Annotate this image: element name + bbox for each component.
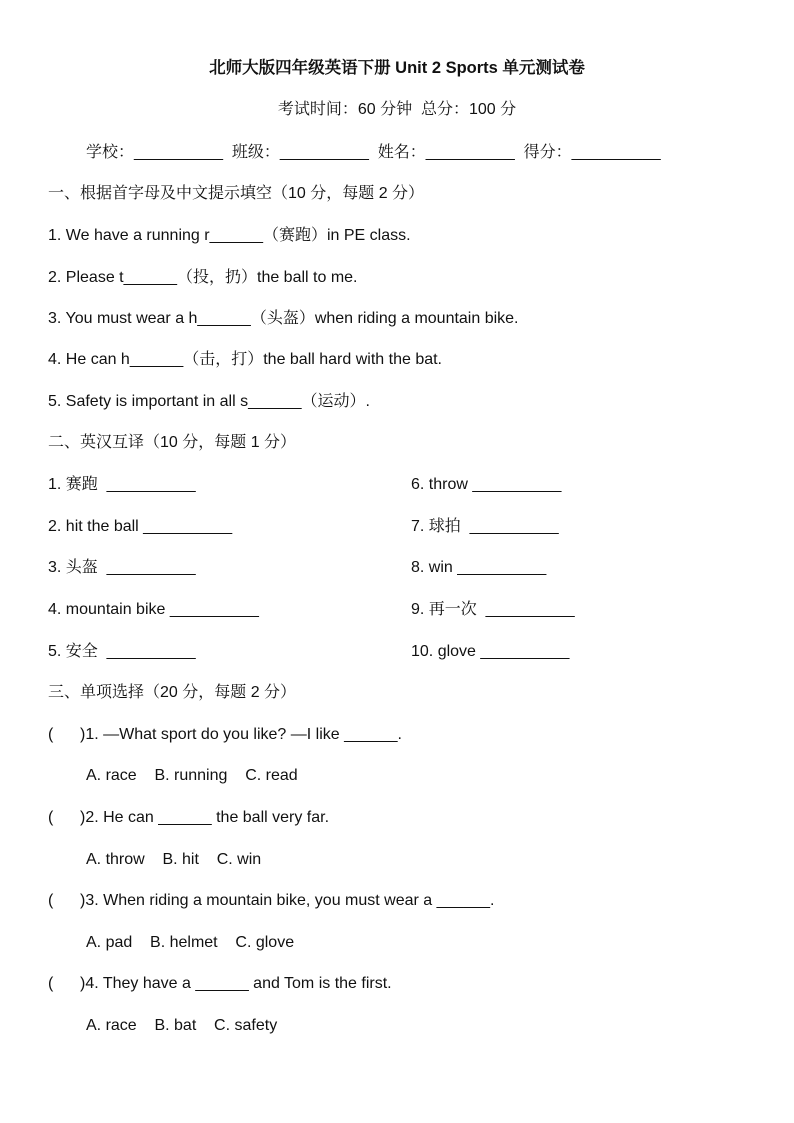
section1-question-4: 4. He can h______（击，打）the ball hard with the bat. <box>48 351 443 368</box>
exam-time-and-score: 考试时间：60 分钟 总分：100 分 <box>277 101 517 118</box>
section3-question-1: ( )1. —What sport do you like? —I like ______. <box>48 726 402 743</box>
section3-question-2: ( )2. He can ______ the ball very far. <box>48 809 330 826</box>
section3-options-3: A. pad B. helmet C. glove <box>86 934 295 951</box>
section2-item-6: 6. throw __________ <box>411 476 562 493</box>
section1-heading: 一、根据首字母及中文提示填空（10 分，每题 2 分） <box>48 185 425 202</box>
section3-question-4: ( )4. They have a ______ and Tom is the first. <box>48 975 392 992</box>
section2-item-9: 9. 再一次 __________ <box>411 601 575 618</box>
section2-item-10: 10. glove __________ <box>411 643 570 660</box>
section3-heading: 三、单项选择（20 分，每题 2 分） <box>48 684 297 701</box>
section1-question-3: 3. You must wear a h______（头盔）when riding a mountain bike. <box>48 310 519 327</box>
section3-options-1: A. race B. running C. read <box>86 767 298 784</box>
section3-options-2: A. throw B. hit C. win <box>86 851 262 868</box>
section2-item-4: 4. mountain bike __________ <box>48 601 259 618</box>
section1-question-1: 1. We have a running r______（赛跑）in PE class. <box>48 227 411 244</box>
section3-options-4: A. race B. bat C. safety <box>86 1017 278 1034</box>
section2-item-5: 5. 安全 __________ <box>48 643 196 660</box>
section2-item-8: 8. win __________ <box>411 559 547 576</box>
section2-item-2: 2. hit the ball __________ <box>48 518 233 535</box>
section2-item-3: 3. 头盔 __________ <box>48 559 196 576</box>
section2-item-1: 1. 赛跑 __________ <box>48 476 196 493</box>
section2-heading: 二、英汉互译（10 分，每题 1 分） <box>48 434 297 451</box>
section2-item-7: 7. 球拍 __________ <box>411 518 559 535</box>
student-info-line: 学校：__________ 班级：__________ 姓名：__________ 得分：__________ <box>86 144 661 161</box>
section3-question-3: ( )3. When riding a mountain bike, you must wear a ______. <box>48 892 495 909</box>
section1-question-2: 2. Please t______（投，扔）the ball to me. <box>48 269 358 286</box>
section1-question-5: 5. Safety is important in all s______（运动）. <box>48 393 370 410</box>
page-title: 北师大版四年级英语下册 Unit 2 Sports 单元测试卷 <box>209 59 585 77</box>
